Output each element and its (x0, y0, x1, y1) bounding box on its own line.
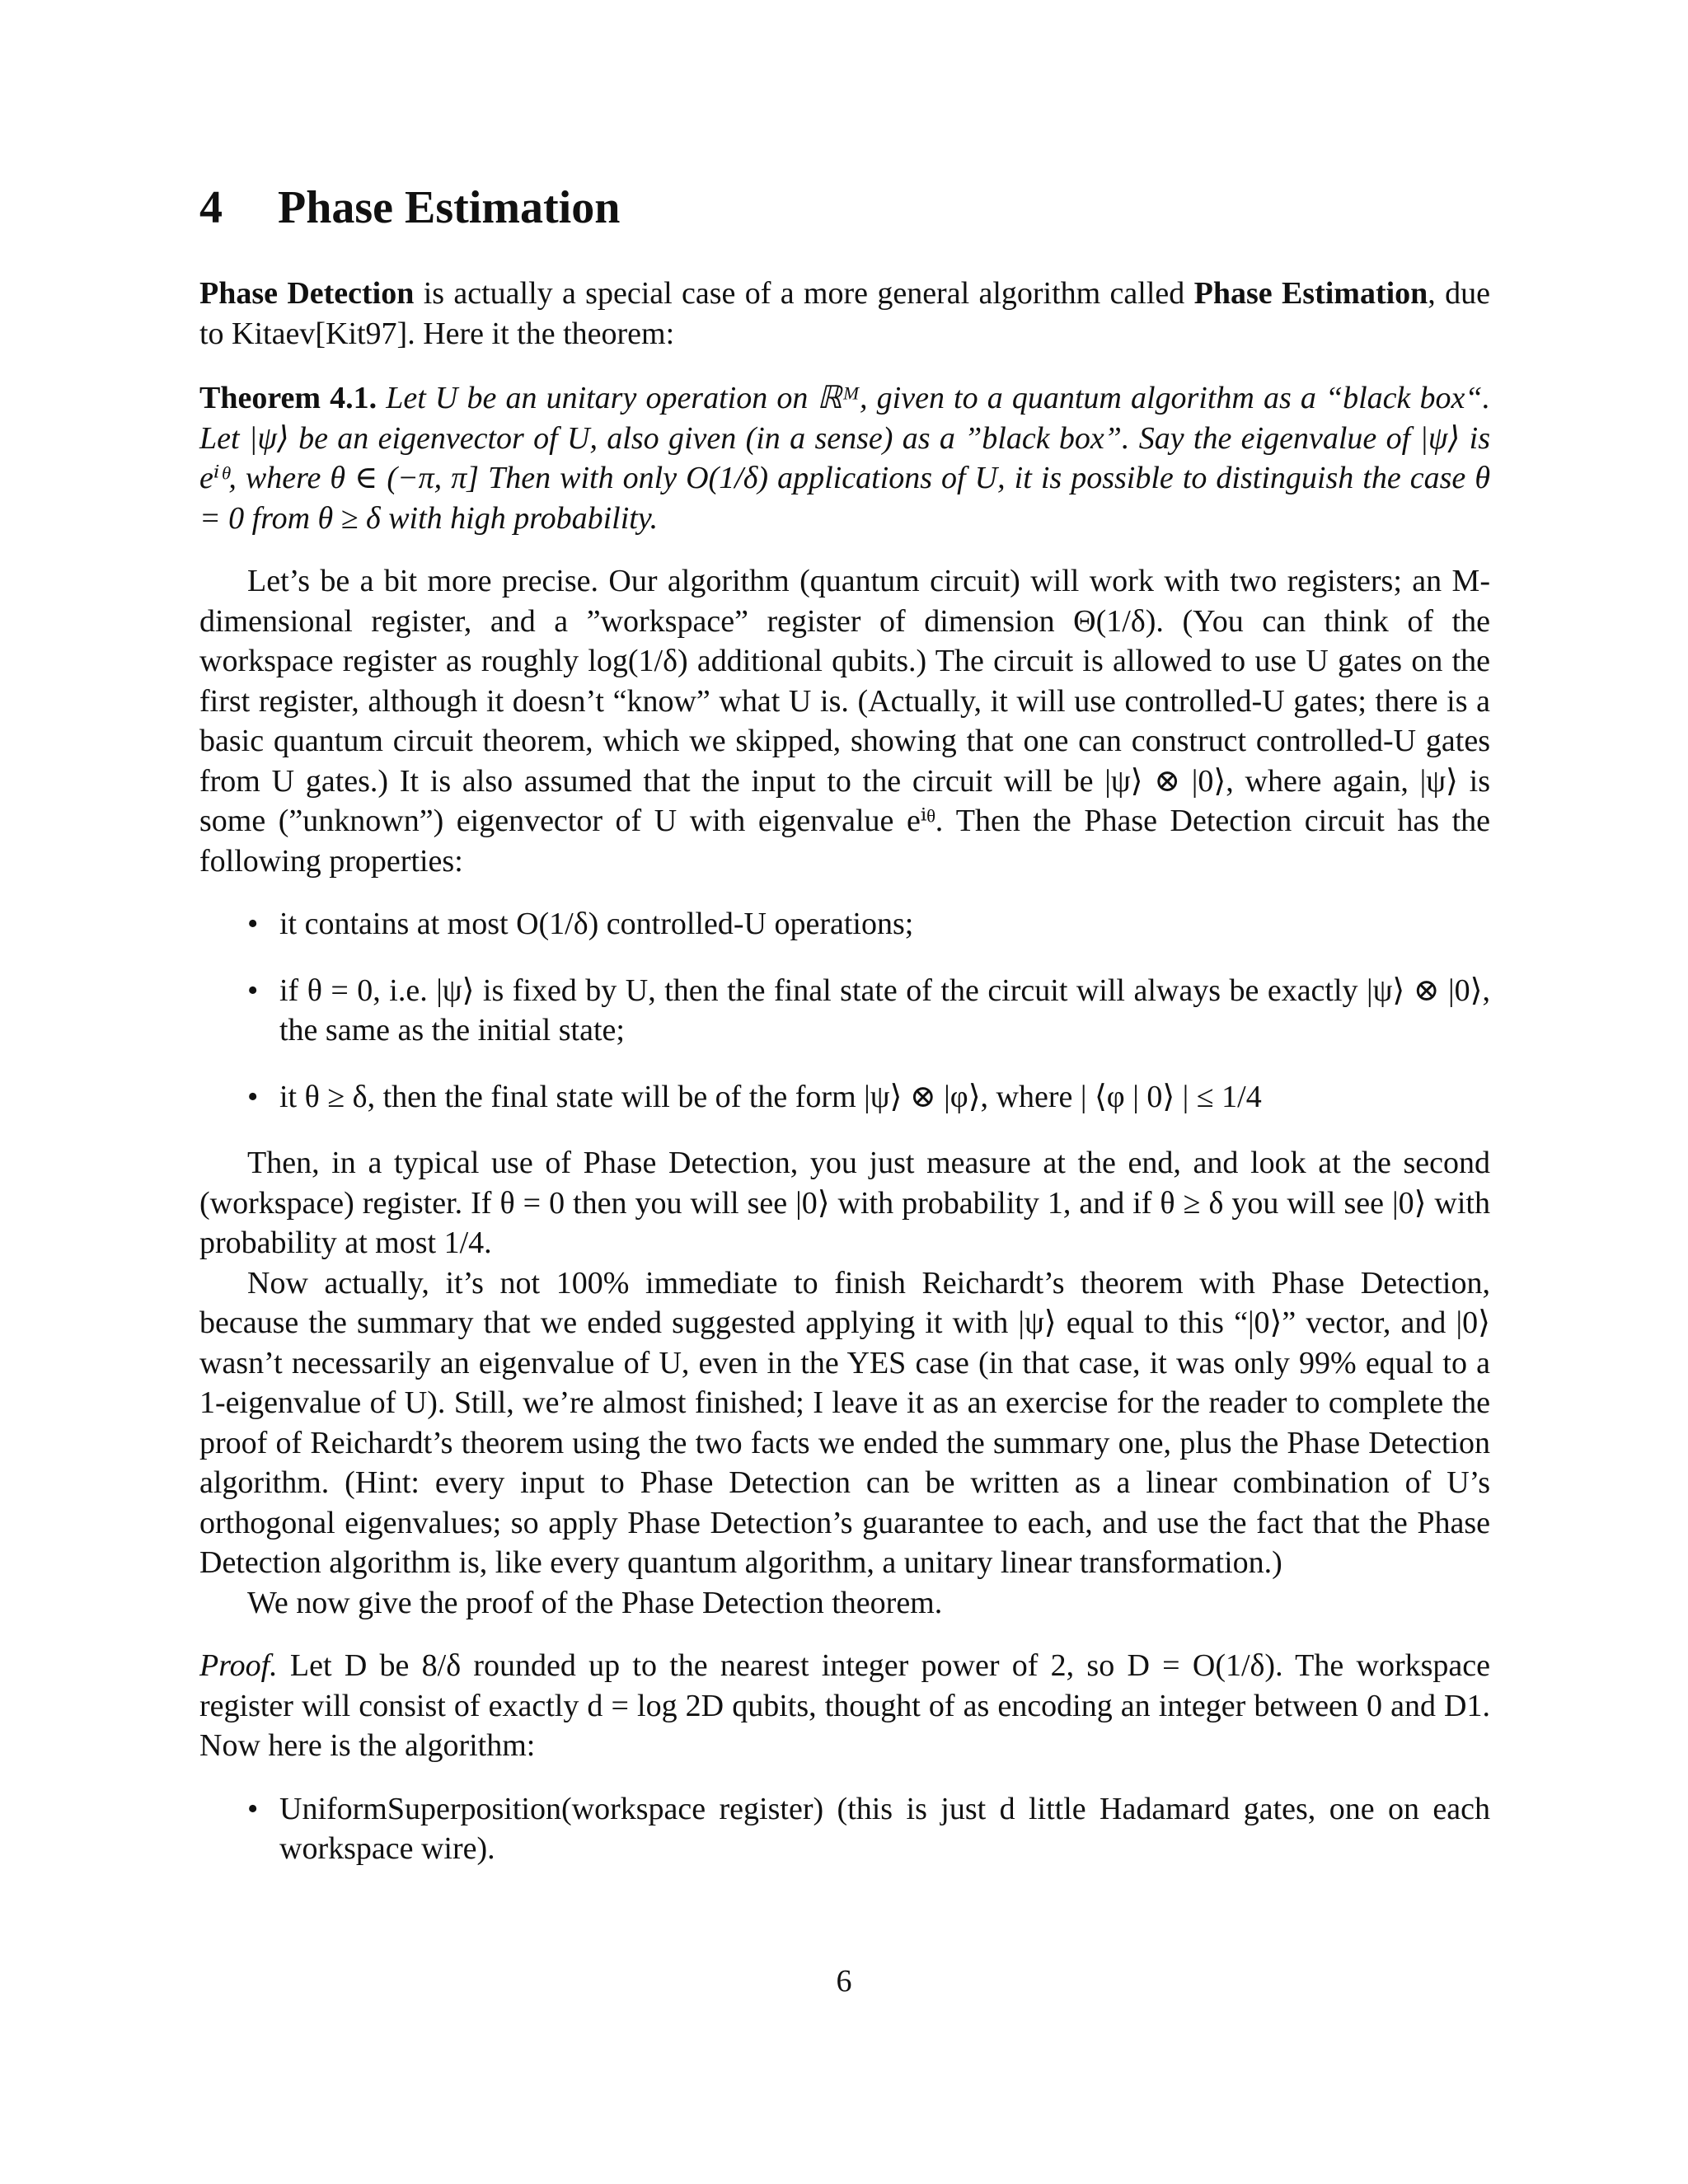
list-item (199, 1077, 1490, 1118)
proof-block (199, 1646, 1490, 1766)
bullet-icon: • (247, 907, 259, 941)
intro-paragraph (199, 274, 1490, 354)
paragraph-typical-use: Then, in a typical use of Phase Detection, you just measure at the end, and look at the second (workspace) register. If θ = 0 then you will see |0⟩ with probability 1, and if θ ≥ δ you will see |0⟩ with probability at most 1/4. (199, 1146, 1490, 1260)
list-item-text: if θ = 0, i.e. |ψ⟩ is fixed by U, then the final state of the circuit will always be exactly |ψ⟩ ⊗ |0⟩, the same as the initial state; (279, 972, 1490, 1047)
list-item (199, 904, 1490, 944)
list-item (199, 1789, 1490, 1869)
bullet-icon: • (247, 1079, 259, 1114)
bullet-icon: • (247, 1791, 259, 1826)
section-number: 4 (199, 182, 223, 233)
properties-list (199, 904, 1490, 1117)
intro-text-2: , due to Kitaev[Kit97]. Here it the theorem: (199, 276, 1490, 351)
theorem-label: Theorem 4.1. (199, 381, 377, 415)
page-number: 6 (836, 1964, 852, 1999)
term-phase-detection: Phase Detection (199, 276, 415, 311)
paragraph-reichardt: Now actually, it’s not 100% immediate to finish Reichardt’s theorem with Phase Detection, because the summary that we ended suggested applying it with |ψ⟩ equal to this “|0⟩” vector, and |0⟩ wasn’t necessarily an eigenvalue of U, even in the YES case (in that case, it was only 99% equal to a 1-eigenvalue of U). Still, we’re almost finished; I leave it as an exercise for the reader to complete the proof of Reichardt’s theorem using the two facts we ended the summary one, plus the Phase Detection algorithm. (Hint: every input to Phase Detection can be written as a linear combination of U’s orthogonal eigenvalues; so apply Phase Detection’s guarantee to each, and use the fact that the Phase Detection algorithm is, like every quantum algorithm, a unitary linear transformation.) (199, 1265, 1490, 1580)
list-item-text: it contains at most O(1/δ) controlled-U operations; (279, 907, 914, 941)
section-heading (199, 181, 1490, 234)
theorem-block (199, 378, 1490, 538)
proof-body: Let D be 8/δ rounded up to the nearest integer power of 2, so D = O(1/δ). The workspace register will consist of exactly d = log 2D qubits, thought of as encoding an integer between 0 and D1. Now here is the algorithm: (199, 1648, 1490, 1763)
theorem-body: Let U be an unitary operation on ℝᴹ, given to a quantum algorithm as a “black box“. Let |ψ⟩ be an eigenvector of U, also given (in a sense) as a ”black box”. Say the eigenvalue of |ψ⟩ is eⁱᶿ, where θ ∈ (−π, π] Then with only O(1/δ) applications of U, it is possible to distinguish the case θ = 0 from θ ≥ δ with high probability. (199, 381, 1490, 536)
bullet-icon: • (247, 972, 259, 1008)
list-item (199, 971, 1490, 1051)
section-title: Phase Estimation (278, 182, 621, 233)
paragraph-proof-intro: We now give the proof of the Phase Detection theorem. (247, 1585, 943, 1620)
intro-text-1: is actually a special case of a more general algorithm called (414, 276, 1194, 311)
page-content (199, 181, 1490, 1896)
list-item-text: it θ ≥ δ, then the final state will be of the form |ψ⟩ ⊗ |φ⟩, where | ⟨φ | 0⟩ | ≤ 1/4 (279, 1079, 1262, 1114)
list-item-text: UniformSuperposition(workspace register) (this is just d little Hadamard gates, one on each workspace wire). (279, 1791, 1490, 1866)
proof-label: Proof. (199, 1648, 278, 1683)
paragraph-precise: Let’s be a bit more precise. Our algorithm (quantum circuit) will work with two registers; an M-dimensional register, and a ”workspace” register of dimension Θ(1/δ). (You can think of the workspace register as roughly log(1/δ) additional qubits.) The circuit is allowed to use U gates on the first register, although it doesn’t “know” what U is. (Actually, it will use controlled-U gates; there is a basic quantum circuit theorem, which we skipped, showing that one can construct controlled-U gates from U gates.) It is also assumed that the input to the circuit will be |ψ⟩ ⊗ |0⟩, where again, |ψ⟩ is some (”unknown”) eigenvector of U with eigenvalue eⁱᶿ. Then the Phase Detection circuit has the following properties: (199, 564, 1490, 879)
algorithm-list (199, 1789, 1490, 1869)
term-phase-estimation: Phase Estimation (1193, 276, 1428, 311)
